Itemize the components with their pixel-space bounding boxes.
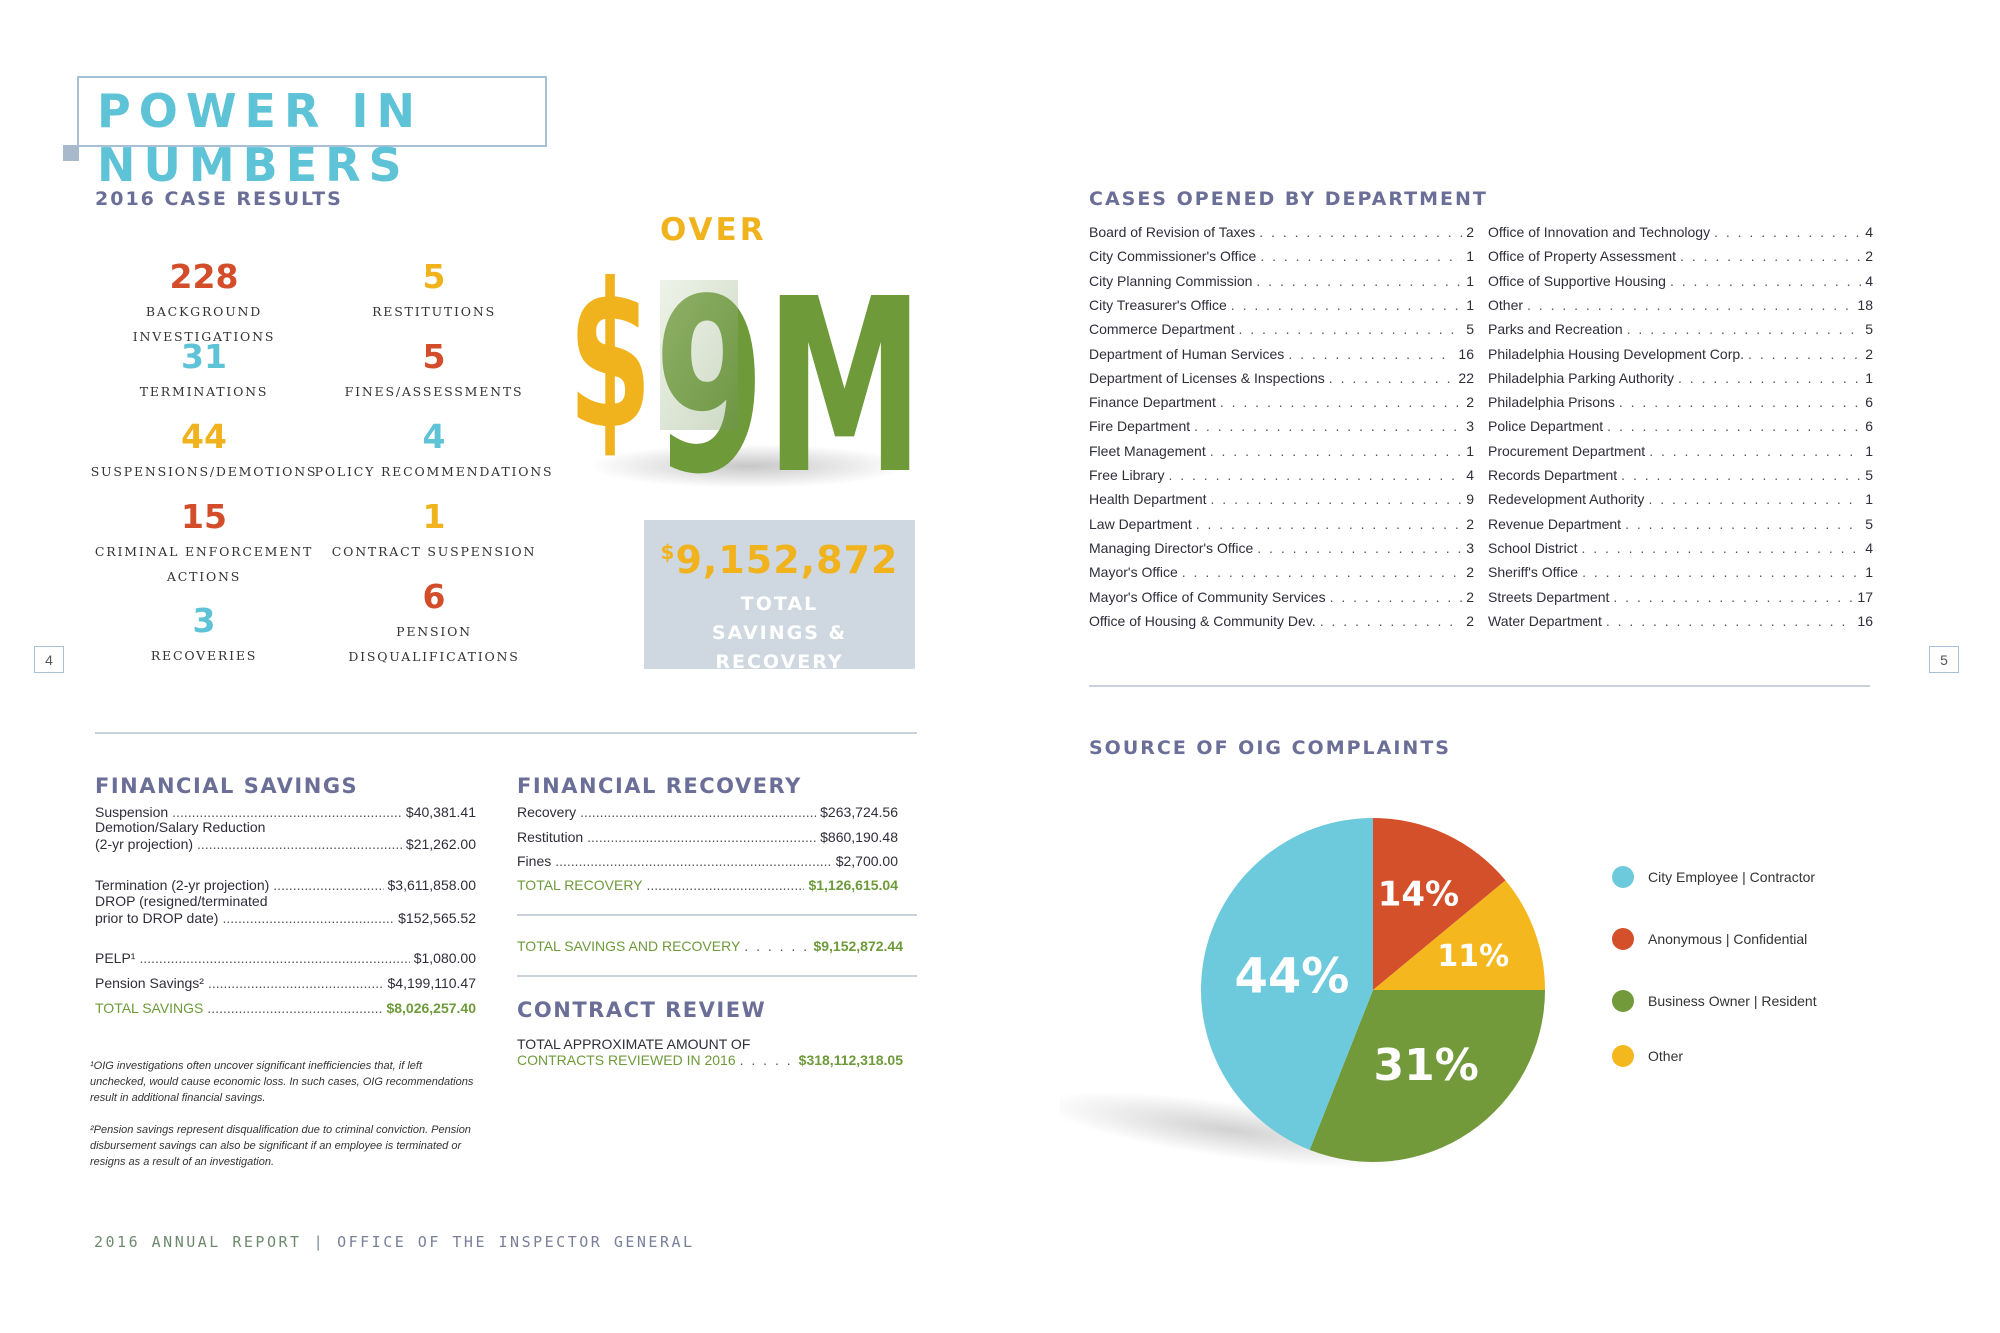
row-leader [587, 829, 816, 845]
case-stat-number: 228 [169, 257, 239, 296]
total-savings-label: TOTAL SAVINGS & RECOVERY [711, 593, 848, 673]
row-value: $40,381.41 [405, 804, 476, 820]
row-value: 17 [1857, 588, 1873, 605]
row-label: (2-yr projection) [95, 836, 194, 852]
row-label: Department of Human Services [1089, 345, 1285, 362]
legend-label: Business Owner | Resident [1648, 993, 1817, 1009]
department-row [1089, 297, 1474, 313]
row-leader [207, 1000, 382, 1016]
page-title: POWER IN NUMBERS [97, 84, 424, 192]
department-row [1089, 613, 1474, 629]
row-leader [1231, 297, 1462, 313]
row-value: 18 [1857, 296, 1873, 313]
legend-label: Anonymous | Confidential [1648, 931, 1808, 947]
department-row [1488, 589, 1873, 605]
row-value: $1,080.00 [413, 950, 476, 966]
pie-label-city-employee-contractor: 44% [1234, 948, 1350, 1005]
row-label: TOTAL RECOVERY [517, 877, 643, 893]
row-label: Redevelopment Authority [1488, 491, 1645, 508]
case-stat-label: TERMINATIONS [139, 384, 269, 399]
row-value: 5 [1865, 515, 1873, 532]
department-row [1089, 564, 1474, 580]
case-stat-number: 3 [192, 601, 216, 640]
row-label: Fines [517, 853, 552, 869]
row-label: City Commissioner's Office [1089, 248, 1257, 265]
row-label: Suspension [95, 804, 169, 820]
row-leader [1625, 516, 1861, 532]
department-row [1089, 418, 1474, 434]
case-results-heading: 2016 CASE RESULTS [95, 188, 343, 210]
row-leader [1613, 589, 1853, 605]
case-stat-left-0 [84, 258, 324, 349]
case-stat-number: 15 [181, 497, 227, 536]
row-leader [1714, 224, 1861, 240]
row-label: Managing Director's Office [1089, 539, 1254, 556]
total-savings-recovery-row: TOTAL SAVINGS AND RECOVERY . . . $9,152,872.44 [517, 938, 903, 954]
case-stat-label: FINES/ASSESSMENTS [344, 384, 524, 399]
row-leader [208, 975, 384, 991]
case-stat-label: RESTITUTIONS [372, 304, 496, 319]
row-value: 5 [1865, 321, 1873, 338]
case-stat-left-2 [84, 418, 324, 484]
department-row [1089, 273, 1474, 289]
legend-item [1612, 990, 1817, 1012]
row-leader [1259, 224, 1462, 240]
row-value: 4 [1466, 467, 1474, 483]
complaints-pie-chart [1060, 790, 1580, 1190]
row-value: 1 [1466, 442, 1474, 459]
row-value: 1 [1466, 296, 1474, 313]
row-label: Office of Innovation and Technology [1488, 224, 1711, 240]
recovery-row [517, 877, 898, 893]
row-value: 4 [1865, 224, 1873, 240]
department-row [1488, 248, 1873, 264]
case-stat-label: CRIMINAL ENFORCEMENT [94, 544, 314, 559]
row-leader [1196, 516, 1462, 532]
case-stat-label: CONTRACT SUSPENSION [331, 544, 537, 559]
money-texture [660, 280, 738, 430]
savings-row [95, 975, 476, 991]
row-label: City Planning Commission [1089, 272, 1253, 289]
department-row [1488, 516, 1873, 532]
row-leader [222, 910, 394, 926]
row-label: Law Department [1089, 515, 1192, 532]
row-leader [1288, 346, 1454, 362]
case-stat-left-1 [84, 338, 324, 404]
row-leader [1581, 540, 1861, 556]
row-leader [1619, 394, 1861, 410]
row-value: $8,026,257.40 [386, 1000, 476, 1016]
department-row [1488, 540, 1873, 556]
row-leader [1680, 248, 1861, 264]
footer [94, 1233, 695, 1251]
savings-row [95, 877, 476, 893]
case-stat-right-0 [314, 258, 554, 324]
case-stat-number: 5 [422, 257, 446, 296]
right-divider [1089, 685, 1870, 687]
row-value: 3 [1466, 539, 1474, 556]
row-leader [1210, 443, 1462, 459]
legend-swatch [1612, 990, 1634, 1012]
row-value: 2 [1466, 588, 1474, 605]
recovery-row [517, 853, 898, 869]
row-label: Philadelphia Housing Development Corp. [1488, 345, 1745, 362]
row-label: Mayor's Office of Community Services [1089, 588, 1326, 605]
department-row [1089, 540, 1474, 556]
row-leader [1330, 589, 1463, 605]
case-stat-label-2: ACTIONS [166, 569, 242, 584]
row-leader [647, 877, 805, 893]
row-value: 2 [1865, 345, 1873, 362]
row-value: 1 [1865, 564, 1873, 581]
row-leader [1582, 564, 1861, 580]
department-row [1488, 321, 1873, 337]
case-stat-label: POLICY RECOMMENDATIONS [314, 464, 554, 479]
legend-swatch [1612, 928, 1634, 950]
department-row [1089, 516, 1474, 532]
savings-row [95, 950, 476, 966]
department-row [1089, 370, 1474, 386]
row-leader [1182, 564, 1462, 580]
department-row [1488, 346, 1873, 362]
row-leader [1627, 321, 1862, 337]
big-dollar-sign: $ [568, 241, 652, 474]
department-row [1488, 467, 1873, 483]
department-row [1089, 491, 1474, 507]
savings-row [95, 910, 476, 926]
row-leader [1320, 613, 1463, 629]
row-label: Department of Licenses & Inspections [1089, 369, 1325, 386]
recovery-divider-1 [517, 914, 917, 916]
row-label: Sheriff's Office [1488, 564, 1579, 581]
case-stat-left-3 [84, 498, 324, 589]
case-stat-number: 6 [422, 577, 446, 616]
row-value: $2,700.00 [835, 853, 898, 869]
row-label: Commerce Department [1089, 321, 1235, 338]
recovery-row [517, 829, 898, 845]
contract-review-heading: CONTRACT REVIEW [517, 998, 767, 1022]
case-stat-label: PENSION DISQUALIFICATIONS [348, 624, 520, 664]
left-divider [95, 732, 917, 734]
pie-label-other: 11% [1437, 938, 1510, 974]
title-box [77, 76, 547, 192]
row-label: Restitution [517, 829, 584, 845]
legend-item [1612, 866, 1815, 888]
department-row [1089, 589, 1474, 605]
row-label: Recovery [517, 804, 577, 820]
row-label: Philadelphia Parking Authority [1488, 369, 1675, 386]
nine-million-graphic [568, 240, 928, 500]
row-label: Parks and Recreation [1488, 321, 1623, 338]
case-stat-number: 31 [181, 337, 227, 376]
savings-row-label-line1: DROP (resigned/terminated [95, 893, 268, 909]
page-number-right: 5 [1929, 646, 1959, 673]
row-value: $263,724.56 [820, 804, 898, 820]
row-leader [1239, 321, 1463, 337]
row-leader [1606, 613, 1854, 629]
footer-separator: | [313, 1233, 326, 1251]
footer-report: 2016 ANNUAL REPORT [94, 1233, 302, 1251]
case-stat-number: 1 [422, 497, 446, 536]
case-stat-number: 4 [422, 417, 446, 456]
department-row [1089, 467, 1474, 483]
row-label: Termination (2-yr projection) [95, 877, 270, 893]
row-value: 2 [1466, 564, 1474, 581]
row-label: Health Department [1089, 491, 1207, 508]
row-label: Revenue Department [1488, 515, 1622, 532]
footer-org: OFFICE OF THE INSPECTOR GENERAL [337, 1233, 695, 1251]
case-stat-right-1 [314, 338, 554, 404]
row-value: 22 [1458, 369, 1474, 386]
savings-row [95, 1000, 476, 1016]
row-leader [1607, 418, 1861, 434]
row-label: Fleet Management [1089, 442, 1206, 459]
department-row [1089, 394, 1474, 410]
row-label: Water Department [1488, 612, 1602, 629]
row-label: Free Library [1089, 467, 1165, 483]
row-value: 1 [1865, 491, 1873, 508]
financial-savings-heading: FINANCIAL SAVINGS [95, 774, 359, 798]
legend-swatch [1612, 1045, 1634, 1067]
department-row [1488, 564, 1873, 580]
case-stat-left-4 [84, 602, 324, 668]
department-row [1488, 224, 1873, 240]
department-row [1488, 273, 1873, 289]
row-leader [1670, 273, 1861, 289]
row-label: Finance Department [1089, 394, 1216, 411]
row-leader [1678, 370, 1861, 386]
pie-label-anonymous-confidential: 14% [1377, 874, 1460, 915]
department-row [1488, 491, 1873, 507]
department-row [1488, 394, 1873, 410]
row-value: 16 [1857, 612, 1873, 629]
case-stat-number: 5 [422, 337, 446, 376]
row-value: 3 [1466, 418, 1474, 435]
contract-review-row: CONTRACTS REVIEWED IN 2016 . . . $318,112,318.05 [517, 1052, 903, 1068]
row-leader [1220, 394, 1462, 410]
row-value: 1 [1865, 442, 1873, 459]
department-row [1089, 224, 1474, 240]
legend-swatch [1612, 866, 1634, 888]
page-number-left: 4 [34, 646, 64, 673]
row-value: $860,190.48 [820, 829, 898, 845]
row-value: $4,199,110.47 [387, 975, 476, 991]
recovery-divider-2 [517, 975, 917, 977]
row-value: 2 [1865, 248, 1873, 265]
department-row [1488, 613, 1873, 629]
row-value: 5 [1865, 467, 1873, 483]
row-value: 4 [1865, 272, 1873, 289]
case-stat-label: RECOVERIES [150, 648, 258, 663]
row-leader [1621, 467, 1861, 483]
department-row [1488, 370, 1873, 386]
row-value: 1 [1865, 369, 1873, 386]
total-savings-amount: $9,152,872 [660, 538, 899, 582]
footnote-2: ²Pension savings represent disqualification due to criminal conviction. Pension disbursement savings can also be significant if an employee is terminated or resigns as a result of an investigation. [90, 1124, 471, 1168]
row-label: Philadelphia Prisons [1488, 394, 1615, 411]
row-leader [197, 836, 402, 852]
row-label: Records Department [1488, 467, 1618, 483]
department-row [1089, 321, 1474, 337]
row-label: Fire Department [1089, 418, 1191, 435]
row-value: $21,262.00 [405, 836, 476, 852]
complaints-heading: SOURCE OF OIG COMPLAINTS [1089, 737, 1451, 759]
contract-review-line1: TOTAL APPROXIMATE AMOUNT OF [517, 1036, 751, 1052]
row-leader [1329, 370, 1455, 386]
legend-label: City Employee | Contractor [1648, 869, 1816, 885]
footnote-1: ¹OIG investigations often uncover significant inefficiencies that, if left unchecked, would cause economic loss. In such cases, OIG recommendations result in additional financial savings. [90, 1060, 474, 1104]
row-label: Other [1488, 296, 1524, 313]
row-leader [1527, 297, 1853, 313]
row-value: $1,126,615.04 [808, 877, 898, 893]
row-value: 9 [1466, 491, 1474, 508]
over-label: OVER [660, 212, 767, 248]
row-label: Pension Savings² [95, 975, 204, 991]
case-stat-right-3 [314, 498, 554, 564]
row-leader [580, 804, 816, 820]
department-row [1089, 248, 1474, 264]
row-leader [1257, 540, 1462, 556]
case-stat-number: 44 [181, 417, 227, 456]
row-label: Police Department [1488, 418, 1604, 435]
row-label: Streets Department [1488, 588, 1610, 605]
row-value: 2 [1466, 394, 1474, 411]
row-value: 2 [1466, 612, 1474, 629]
row-leader [139, 950, 409, 966]
department-row [1089, 443, 1474, 459]
department-row [1089, 346, 1474, 362]
row-value: 16 [1458, 345, 1474, 362]
row-label: City Treasurer's Office [1089, 296, 1227, 313]
row-leader [1748, 346, 1861, 362]
row-leader [1211, 491, 1463, 507]
row-label: Office of Supportive Housing [1488, 272, 1666, 289]
legend-item [1612, 928, 1807, 950]
department-row [1488, 418, 1873, 434]
row-value: $3,611,858.00 [387, 877, 476, 893]
big-nine-m: 9M [654, 247, 924, 500]
row-leader [273, 877, 383, 893]
row-leader [1260, 248, 1462, 264]
row-label: Office of Property Assessment [1488, 248, 1677, 265]
title-corner-accent [63, 145, 79, 161]
row-value: 2 [1466, 224, 1474, 240]
row-label: Mayor's Office [1089, 564, 1178, 581]
row-leader [1648, 491, 1861, 507]
row-value: $152,565.52 [398, 910, 476, 926]
row-value: 6 [1865, 418, 1873, 435]
legend-item [1612, 1045, 1683, 1067]
row-label: School District [1488, 539, 1578, 556]
legend-label: Other [1648, 1048, 1684, 1064]
pie-label-business-owner-resident: 31% [1373, 1040, 1479, 1092]
department-row [1488, 443, 1873, 459]
case-stat-label: BACKGROUND INVESTIGATIONS [132, 304, 276, 344]
total-savings-box [644, 520, 915, 673]
row-label: prior to DROP date) [95, 910, 219, 926]
row-value: 1 [1466, 272, 1474, 289]
row-label: TOTAL SAVINGS [95, 1000, 204, 1016]
savings-row [95, 836, 476, 852]
case-stat-right-2 [314, 418, 554, 484]
financial-recovery-heading: FINANCIAL RECOVERY [517, 774, 802, 798]
case-stat-label: SUSPENSIONS/DEMOTIONS [90, 464, 318, 479]
row-leader [1256, 273, 1462, 289]
row-leader [1168, 467, 1462, 483]
row-value: 1 [1466, 248, 1474, 265]
row-leader [1194, 418, 1462, 434]
department-row [1488, 297, 1873, 313]
row-value: 4 [1865, 539, 1873, 556]
savings-row-label-line1: Demotion/Salary Reduction [95, 819, 266, 835]
row-leader [1649, 443, 1861, 459]
row-leader [555, 853, 831, 869]
row-value: 6 [1865, 394, 1873, 411]
case-stat-right-4 [314, 578, 554, 669]
row-label: Board of Revision of Taxes [1089, 224, 1256, 240]
departments-heading: CASES OPENED BY DEPARTMENT [1089, 188, 1488, 210]
recovery-row [517, 804, 898, 820]
row-label: Office of Housing & Community Dev. [1089, 612, 1316, 629]
row-value: 5 [1466, 321, 1474, 338]
row-value: 2 [1466, 515, 1474, 532]
row-label: Procurement Department [1488, 442, 1646, 459]
row-label: PELP¹ [95, 950, 136, 966]
